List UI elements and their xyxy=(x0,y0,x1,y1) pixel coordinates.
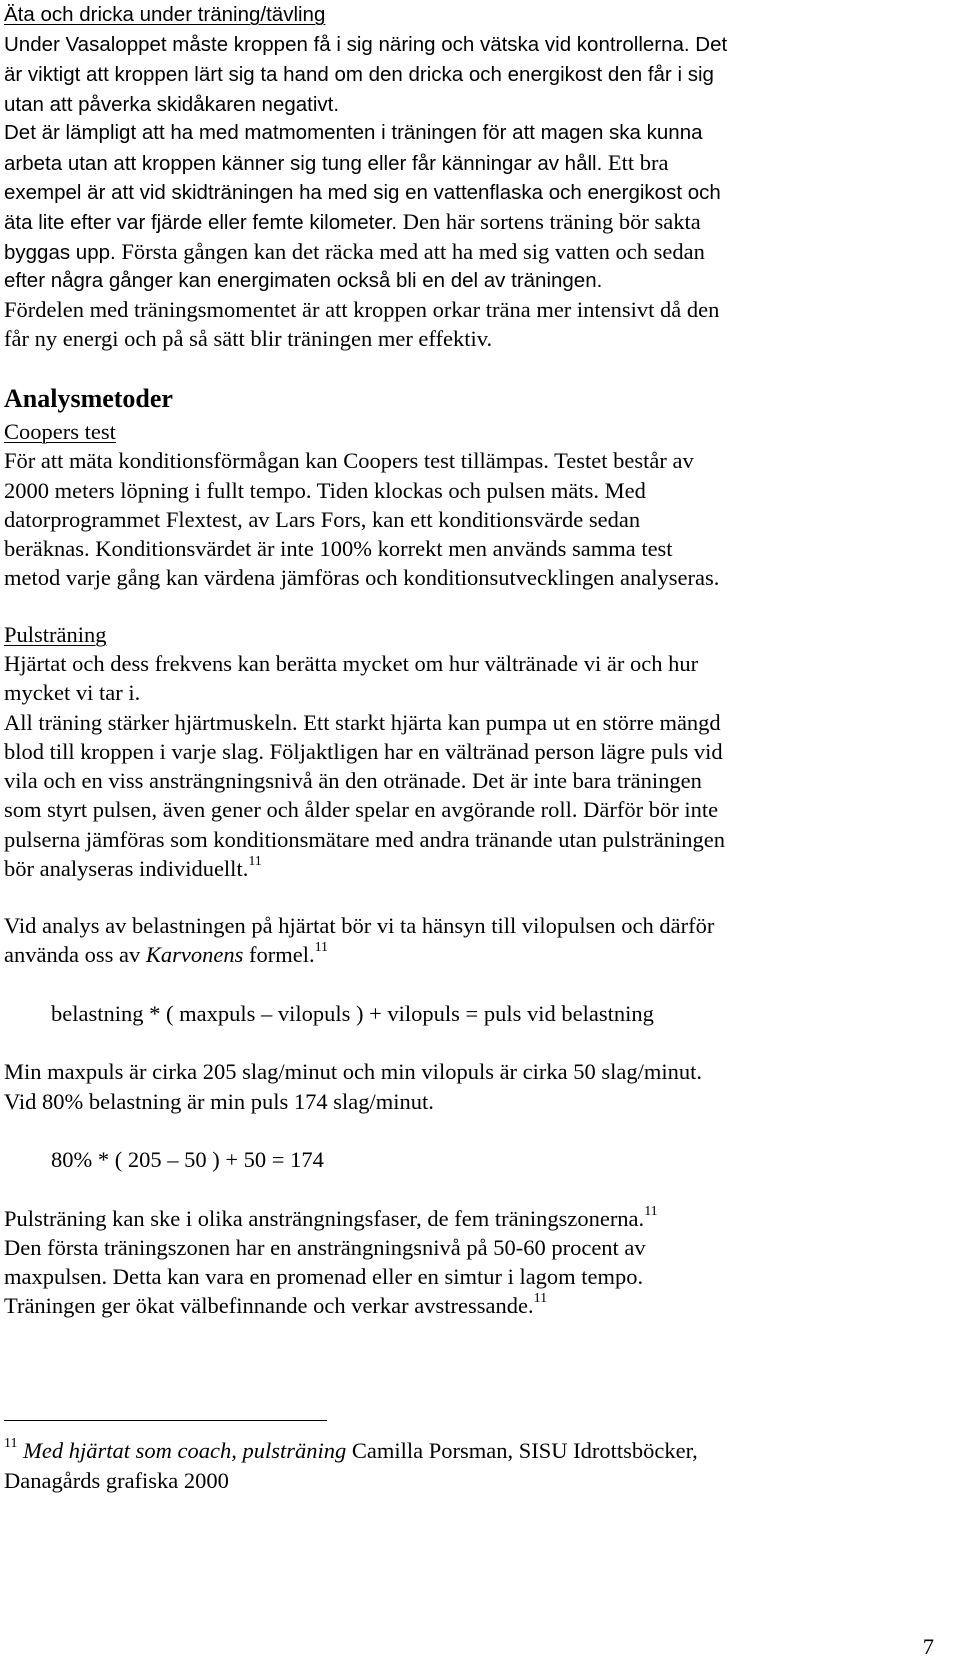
paragraph-line: Hjärtat och dess frekvens kan berätta mycket om hur vältränade vi är och hur xyxy=(4,651,699,676)
footnote-title: Med hjärtat som coach, pulsträning xyxy=(23,1438,347,1463)
karvonen-italic: Karvonens xyxy=(145,942,244,967)
footnote: $^{11}$ Med hjärtat som coach, pulsträning Camilla Porsman, SISU Idrottsböcker, xyxy=(4,1436,698,1463)
paragraph-line: Den första träningszonen har en ansträngningsnivå på 50-60 procent av xyxy=(4,1235,646,1260)
section-title-analysmetoder: Analysmetoder xyxy=(4,384,173,413)
page-number: 7 xyxy=(922,1634,934,1659)
paragraph-line: äta lite efter var fjärde eller femte kilometer. Den här sortens träning bör sakta xyxy=(4,209,701,234)
serif-fragment: Den här sortens träning bör sakta xyxy=(397,209,701,234)
paragraph-line: exempel är att vid skidträningen ha med sig en vattenflaska och energikost och xyxy=(4,181,721,204)
paragraph-line: Vid analys av belastningen på hjärtat bör vi ta hänsyn till vilopulsen och därför xyxy=(4,913,715,938)
subheading-coopers-test: Coopers test xyxy=(4,419,116,444)
paragraph-line: Vid 80% belastning är min puls 174 slag/minut. xyxy=(4,1089,434,1114)
paragraph-line: All träning stärker hjärtmuskeln. Ett starkt hjärta kan pumpa ut en större mängd xyxy=(4,710,721,735)
paragraph-line: bör analyseras individuellt.$^{11}$ xyxy=(4,854,262,881)
section-heading-eating: Äta och dricka under träning/tävling xyxy=(4,3,326,26)
paragraph-line: som styrt pulsen, även gener och ålder spelar en avgörande roll. Därför bör inte xyxy=(4,797,719,822)
paragraph-line: arbeta utan att kroppen känner sig tung eller får känningar av håll. Ett bra xyxy=(4,150,669,175)
formula: belastning * ( maxpuls – vilopuls ) + vilopuls = puls vid belastning xyxy=(51,1001,654,1026)
paragraph-line: utan att påverka skidåkaren negativt. xyxy=(4,93,340,116)
paragraph-line: Under Vasaloppet måste kroppen få i sig näring och vätska vid kontrollerna. Det xyxy=(4,33,728,56)
footnote-ref: 11 xyxy=(314,940,329,955)
paragraph-line: 2000 meters löpning i fullt tempo. Tiden klockas och pulsen mäts. Med xyxy=(4,478,646,503)
paragraph-line: datorprogrammet Flextest, av Lars Fors, kan ett konditionsvärde sedan xyxy=(4,507,641,532)
paragraph-line: Fördelen med träningsmomentet är att kroppen orkar träna mer intensivt då den xyxy=(4,297,720,322)
footnote-ref: 11 xyxy=(533,1291,548,1306)
paragraph-line: använda oss av Karvonens formel.$^{11}$ xyxy=(4,940,329,967)
paragraph-line: För att mäta konditionsförmågan kan Coopers test tillämpas. Testet består av xyxy=(4,448,694,473)
serif-fragment: Första gången kan det räcka med att ha med sig vatten och sedan xyxy=(115,239,705,264)
paragraph-line: pulserna jämföras som konditionsmätare med andra tränande utan pulsträningen xyxy=(4,827,726,852)
paragraph-line: Min maxpuls är cirka 205 slag/minut och min vilopuls är cirka 50 slag/minut. xyxy=(4,1059,703,1084)
footnote-line: Danagårds grafiska 2000 xyxy=(4,1468,229,1493)
paragraph-line: byggas upp. Första gången kan det räcka med att ha med sig vatten och sedan xyxy=(4,239,705,264)
paragraph-line: efter några gånger kan energimaten också bli en del av träningen. xyxy=(4,269,603,292)
paragraph-line: maxpulsen. Detta kan vara en promenad eller en simtur i lagom tempo. xyxy=(4,1264,644,1289)
paragraph-line: mycket vi tar i. xyxy=(4,680,141,705)
paragraph-line: blod till kroppen i varje slag. Följaktligen har en vältränad person lägre puls vid xyxy=(4,739,723,764)
footnote-number: 11 xyxy=(4,1436,18,1451)
paragraph-line: Pulsträning kan ske i olika ansträngningsfaser, de fem träningszonerna.$^{11}$ xyxy=(4,1204,658,1231)
subheading-pulstraning: Pulsträning xyxy=(4,622,107,647)
footnote-ref: 11 xyxy=(644,1204,658,1219)
paragraph-line: Träningen ger ökat välbefinnande och verkar avstressande.$^{11}$ xyxy=(4,1291,548,1318)
serif-fragment: Ett bra xyxy=(602,150,669,175)
paragraph-line: Det är lämpligt att ha med matmomenten i träningen för att magen ska kunna xyxy=(4,121,703,144)
paragraph-line: får ny energi och på så sätt blir träningen mer effektiv. xyxy=(4,326,493,351)
paragraph-line: vila och en viss ansträngningsnivå än den otränade. Det är inte bara träningen xyxy=(4,768,702,793)
footnote-separator xyxy=(4,1420,327,1421)
calculation: 80% * ( 205 – 50 ) + 50 = 174 xyxy=(51,1147,324,1172)
paragraph-line: beräknas. Konditionsvärdet är inte 100% korrekt men används samma test xyxy=(4,536,673,561)
footnote-ref: 11 xyxy=(248,854,262,869)
paragraph-line: metod varje gång kan värdena jämföras och konditionsutvecklingen analyseras. xyxy=(4,565,720,590)
paragraph-line: är viktigt att kroppen lärt sig ta hand om den dricka och energikost den får i sig xyxy=(4,63,714,86)
